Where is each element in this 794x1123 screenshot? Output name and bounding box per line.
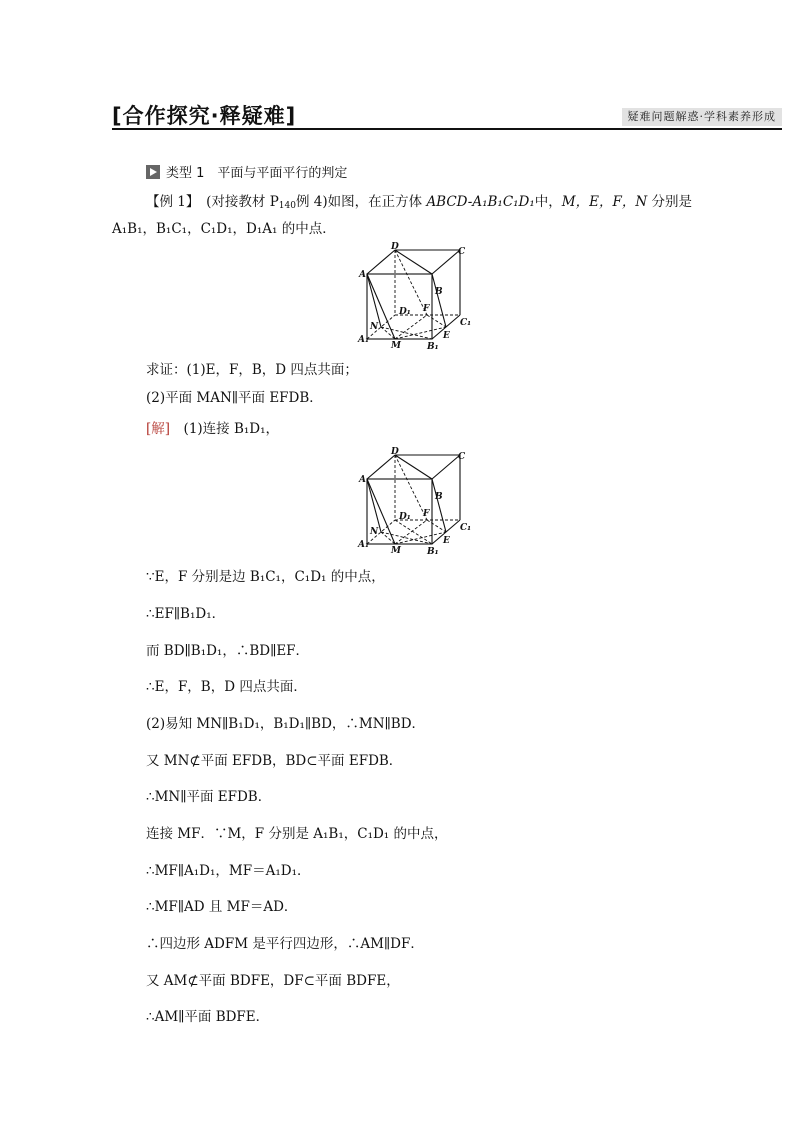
label-F: F xyxy=(423,509,430,519)
label-D: D xyxy=(391,447,399,457)
solution-line: ∴MN∥平面 EFDB． xyxy=(146,789,272,805)
header-rule xyxy=(112,128,782,130)
label-A: A xyxy=(359,270,366,280)
page-subscript: 140 xyxy=(278,201,296,211)
label-B: B xyxy=(435,287,443,297)
point-names: M，E，F，N xyxy=(561,194,648,210)
section-header xyxy=(112,98,782,132)
problem-text: 中， xyxy=(534,194,562,210)
label-A1: A₁ xyxy=(358,540,369,550)
label-E: E xyxy=(443,331,450,341)
problem-text: (对接教材 P xyxy=(192,194,279,210)
label-B1: B₁ xyxy=(427,342,439,350)
solution-line: (2)易知 MN∥B₁D₁，B₁D₁∥BD，∴MN∥BD． xyxy=(146,716,426,732)
label-D: D xyxy=(391,242,399,252)
cube-figure-1 xyxy=(355,242,475,350)
label-E: E xyxy=(443,536,450,546)
solution-line: ∵E，F 分别是边 B₁C₁，C₁D₁ 的中点， xyxy=(146,569,385,585)
section-title: [合作探究·释疑难] xyxy=(112,104,297,128)
label-F: F xyxy=(423,304,430,314)
type-heading xyxy=(146,162,347,181)
cube-figure-2 xyxy=(355,447,475,555)
solution-line: ∴MF∥A₁D₁，MF＝A₁D₁． xyxy=(146,863,311,879)
problem-line-1 xyxy=(146,190,692,210)
solution-line: 而 BD∥B₁D₁，∴BD∥EF． xyxy=(146,643,310,659)
solution-line: ∴AM∥平面 BDFE． xyxy=(146,1009,270,1025)
label-N: N xyxy=(370,322,379,332)
label-M: M xyxy=(391,341,401,350)
problem-text: 分别是 xyxy=(647,194,692,210)
cube-name: ABCD-A₁B₁C₁D₁ xyxy=(426,194,535,210)
label-D1: D₁ xyxy=(399,307,411,317)
solution-label: [解] xyxy=(146,421,171,437)
label-C1: C₁ xyxy=(460,318,472,328)
label-B: B xyxy=(435,492,443,502)
solution-start-text: (1)连接 B₁D₁， xyxy=(170,421,280,437)
label-M: M xyxy=(391,546,401,555)
label-A: A xyxy=(359,475,366,485)
section-badge: 疑难问题解惑·学科素养形成 xyxy=(622,108,783,126)
prove-line-1: 求证：(1)E，F，B，D 四点共面； xyxy=(146,362,358,378)
solution-line: 又 AM⊄平面 BDFE，DF⊂平面 BDFE， xyxy=(146,973,400,989)
label-C1: C₁ xyxy=(460,523,472,533)
solution-line: ∴EF∥B₁D₁． xyxy=(146,606,226,622)
type-heading-text: 类型 1 平面与平面平行的判定 xyxy=(166,166,348,181)
solution-line: ∴四边形 ADFM 是平行四边形，∴AM∥DF． xyxy=(146,936,424,952)
play-triangle-icon xyxy=(146,165,160,179)
label-B1: B₁ xyxy=(427,547,439,555)
problem-line-2: A₁B₁，B₁C₁，C₁D₁，D₁A₁ 的中点． xyxy=(112,221,336,237)
solution-line: ∴MF∥AD 且 MF＝AD． xyxy=(146,899,298,915)
label-A1: A₁ xyxy=(358,335,369,345)
solution-line: ∴E，F，B，D 四点共面． xyxy=(146,679,307,695)
problem-text: 例 4)如图，在正方体 xyxy=(295,194,427,210)
solution-start xyxy=(146,417,279,437)
example-tag: 【例 1】 xyxy=(146,194,193,210)
solution-line: 连接 MF．∵M，F 分别是 A₁B₁，C₁D₁ 的中点， xyxy=(146,826,448,842)
label-C: C xyxy=(458,247,466,257)
label-D1: D₁ xyxy=(399,512,411,522)
label-C: C xyxy=(458,452,466,462)
prove-line-2: (2)平面 MAN∥平面 EFDB． xyxy=(146,390,323,406)
label-N: N xyxy=(370,527,379,537)
solution-line: 又 MN⊄平面 EFDB，BD⊂平面 EFDB． xyxy=(146,753,403,769)
